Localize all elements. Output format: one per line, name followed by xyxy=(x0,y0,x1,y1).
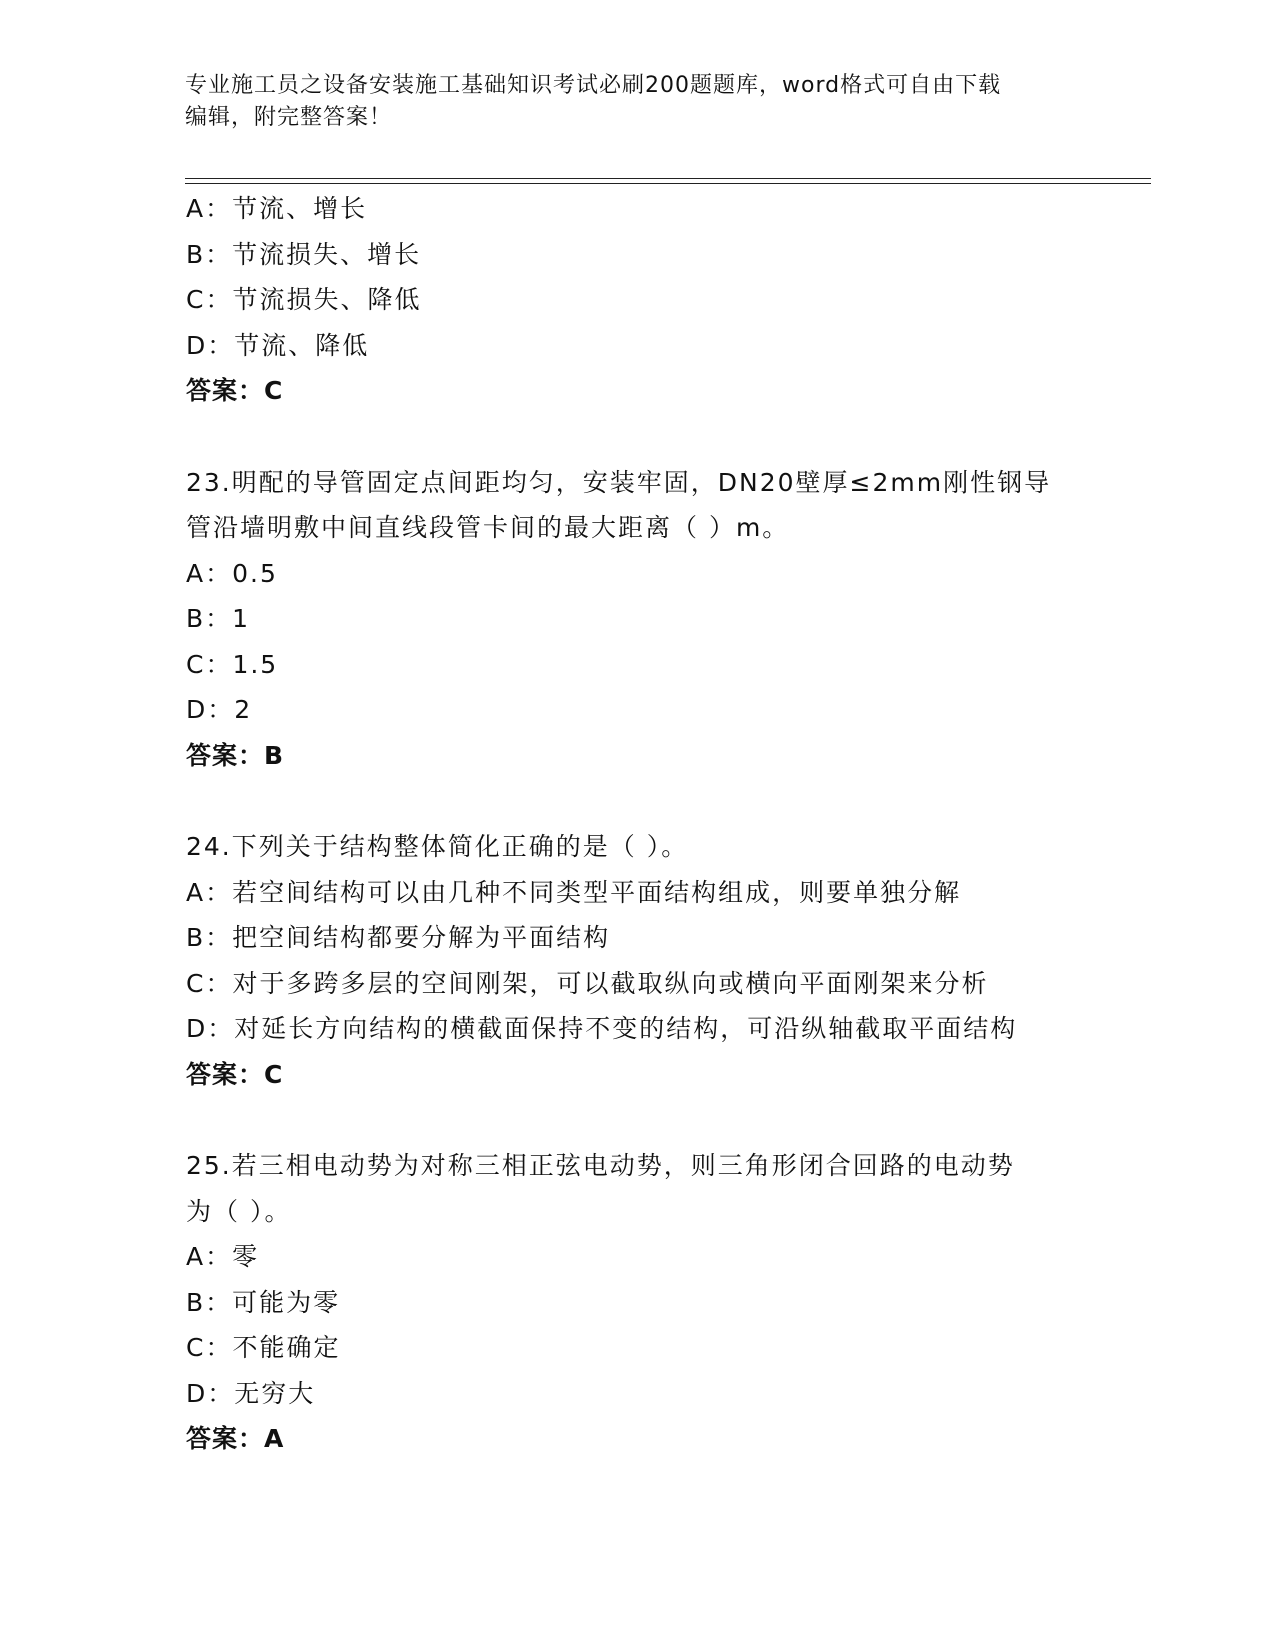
answer: 答案：A xyxy=(186,1424,285,1453)
option-b: B：把空间结构都要分解为平面结构 xyxy=(186,923,611,952)
question-stem-line-2: 为（ ）。 xyxy=(186,1196,292,1226)
option-b: B：节流损失、增长 xyxy=(186,239,422,269)
answer: 答案：C xyxy=(186,376,284,405)
header-divider-bottom xyxy=(185,183,1151,184)
option-a: A：若空间结构可以由几种不同类型平面结构组成，则要单独分解 xyxy=(186,877,962,907)
option-d: D：对延长方向结构的横截面保持不变的结构，可沿纵轴截取平面结构 xyxy=(186,1014,1018,1043)
option-a: A：零 xyxy=(186,1242,260,1271)
option-a: A：0.5 xyxy=(186,558,278,588)
answer: 答案：C xyxy=(186,1059,284,1089)
option-d: D：2 xyxy=(186,695,253,724)
option-b: B：可能为零 xyxy=(186,1287,341,1317)
option-c: C：节流损失、降低 xyxy=(186,285,422,314)
question-24 xyxy=(186,824,1086,1097)
option-d: D：节流、降低 xyxy=(186,330,370,360)
header-divider-top xyxy=(185,178,1151,179)
question-22 xyxy=(186,186,1086,414)
question-stem-line-2: 管沿墙明敷中间直线段管卡间的最大距离（ ）m。 xyxy=(186,513,790,542)
option-c: C：对于多跨多层的空间刚架，可以截取纵向或横向平面刚架来分析 xyxy=(186,968,989,998)
question-list xyxy=(186,186,1086,1462)
header-title-line-2: 编辑，附完整答案！ xyxy=(185,105,393,130)
spacer xyxy=(186,778,1086,824)
option-b: B：1 xyxy=(186,604,251,633)
answer: 答案：B xyxy=(186,740,285,770)
option-d: D：无穷大 xyxy=(186,1378,316,1408)
spacer xyxy=(186,414,1086,460)
document-header xyxy=(185,70,1065,134)
question-23 xyxy=(186,460,1086,779)
option-c: C：不能确定 xyxy=(186,1333,341,1362)
question-25 xyxy=(186,1143,1086,1462)
header-title-line-1: 专业施工员之设备安装施工基础知识考试必刷200题题库，word格式可自由下载 xyxy=(185,73,1002,98)
option-a: A：节流、增长 xyxy=(186,194,368,223)
option-c: C：1.5 xyxy=(186,649,279,679)
question-stem: 24.下列关于结构整体简化正确的是（ ）。 xyxy=(186,832,689,861)
spacer xyxy=(186,1097,1086,1143)
question-stem-line-1: 23.明配的导管固定点间距均匀，安装牢固，DN20壁厚≤2mm刚性钢导 xyxy=(186,467,1052,497)
question-stem-line-1: 25.若三相电动势为对称三相正弦电动势，则三角形闭合回路的电动势 xyxy=(186,1151,1015,1180)
